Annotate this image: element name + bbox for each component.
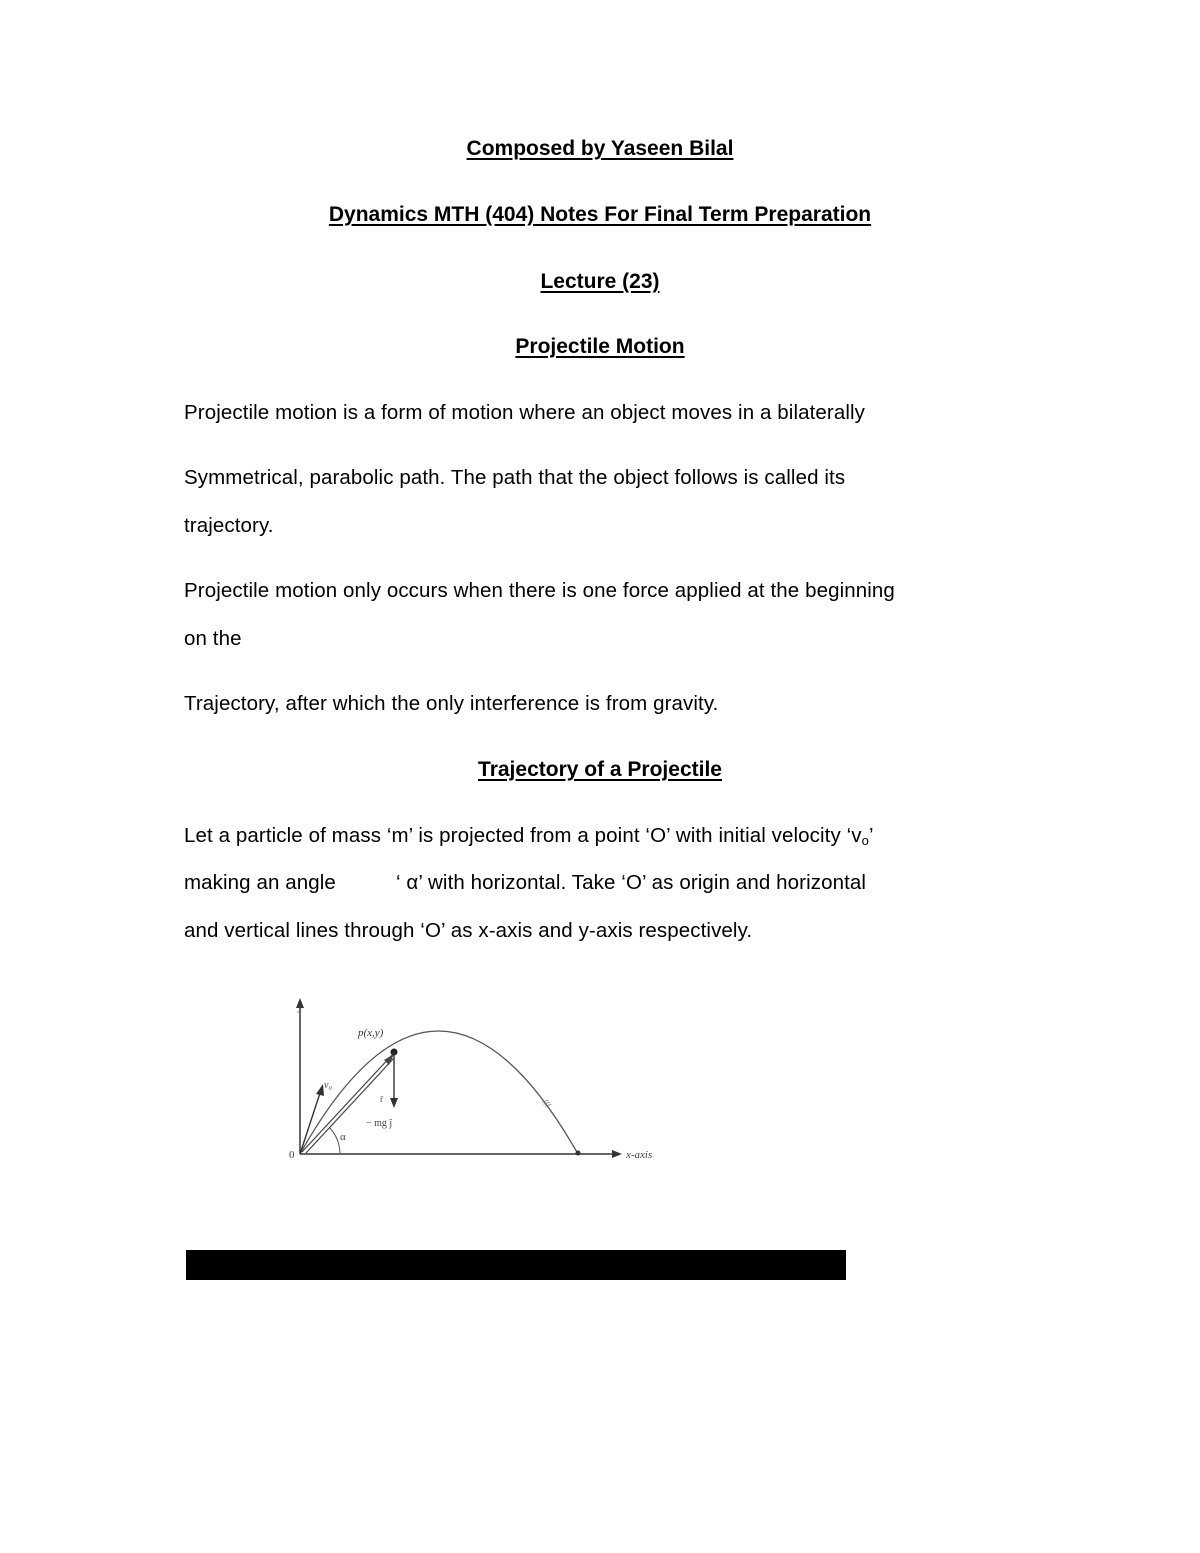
trajectory-line-1-text: Let a particle of mass ‘m’ is projected from a point ‘O’ with initial velocity ‘v [184,824,862,847]
velocity-label: v₀ [324,1080,332,1091]
trajectory-diagram [260,978,846,1238]
y-axis-label: y [298,1002,303,1013]
paragraph-line-3: trajectory. [184,514,274,537]
x-axis-label: x-axis [626,1149,653,1161]
paragraph-line-5: on the [184,627,242,650]
angle-label: α [340,1131,346,1143]
projectile-motion-heading: Projectile Motion [515,335,685,358]
redaction-bar [186,1250,846,1280]
trajectory-line-2-start: making an angle [184,871,336,894]
origin-label: 0 [289,1149,295,1161]
force-label: − mg ĵ [366,1118,393,1129]
position-vector-line-a [302,1055,392,1152]
author-heading: Composed by Yaseen Bilal [466,137,734,160]
trajectory-line-2-end: ‘ α’ with horizontal. Take ‘O’ as origin and horizontal [395,871,867,894]
velocity-subscript: o [861,833,869,848]
course-title-heading: Dynamics MTH (404) Notes For Final Term Preparation [328,203,872,226]
paragraph-line-2: Symmetrical, parabolic path. The path that the object follows is called its [184,466,846,489]
trajectory-line-3: and vertical lines through ‘O’ as x-axis and y-axis respectively. [184,919,753,942]
paragraph-line-6: Trajectory, after which the only interference is from gravity. [184,692,719,715]
gravity-arrow-icon [390,1098,398,1108]
landing-point [576,1151,581,1156]
x-axis-arrow-icon [612,1150,622,1158]
trajectory-heading: Trajectory of a Projectile [478,758,722,781]
paragraph-line-4: Projectile motion only occurs when there is one force applied at the beginning [184,579,895,602]
trajectory-line-2 [184,871,866,895]
velocity-arrow-icon [316,1084,324,1096]
point-label: p(x,y) [358,1027,384,1039]
path-label: /// [540,1097,553,1110]
position-vector-line-b [306,1058,394,1153]
velocity-vector-line [300,1090,321,1154]
lecture-heading: Lecture (23) [540,270,660,293]
angle-arc [330,1128,340,1154]
trajectory-line-1 [184,824,874,848]
paragraph-line-1: Projectile motion is a form of motion where an object moves in a bilaterally [184,401,865,424]
r-label: r̄ [380,1094,383,1104]
trajectory-figure [260,978,846,1238]
trajectory-line-1-end: ’ [868,824,874,847]
